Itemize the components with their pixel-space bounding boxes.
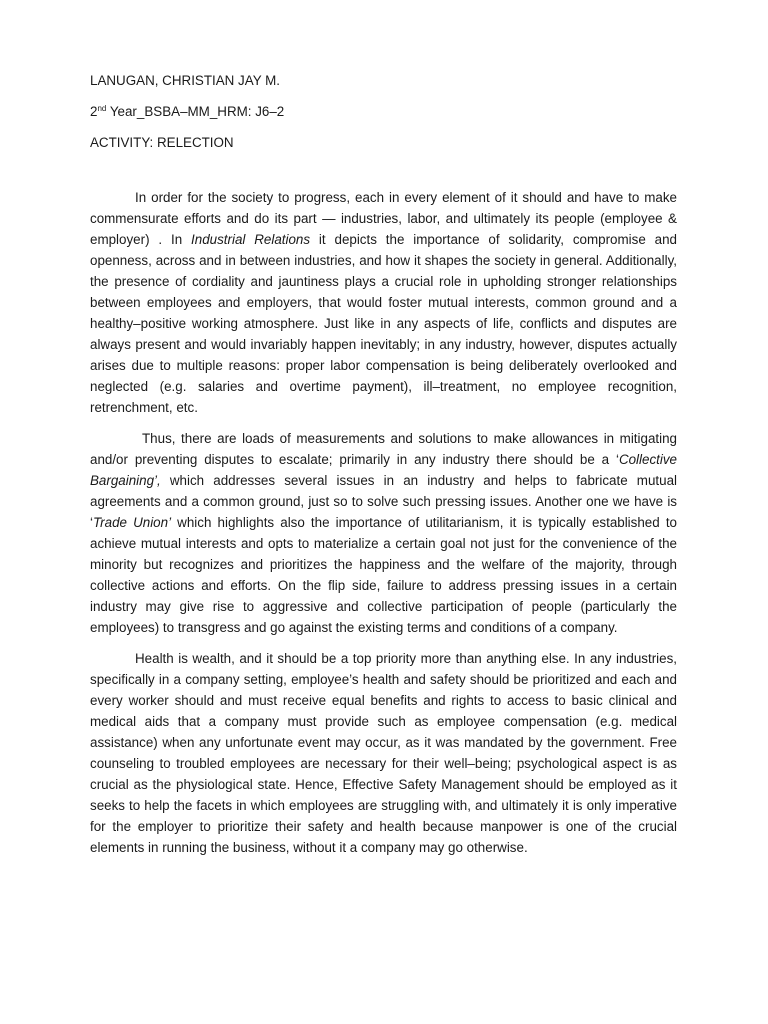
year-number: 2	[90, 104, 98, 119]
paragraph-text: it depicts the importance of solidarity, compromise and openness, across and in between industries, and how it shapes the society in general. Additionally, the presence of cordiality and jauntiness plays a crucial role in upholding stronger relationships between employees and employers, that would foster mutual interests, common ground and a healthy–positive working atmosphere. Just like in any aspects of life, conflicts and disputes are always present and would invariably happen inevitably; in any industry, however, disputes actually arises due to multiple reasons: proper labor compensation is being deliberately overlooked and neglected (e.g. salaries and overtime payment), ill–treatment, no employee recognition, retrenchment, etc.	[90, 232, 677, 415]
paragraph-1	[90, 187, 677, 418]
course-section: Year_BSBA–MM_HRM: J6–2	[106, 104, 285, 119]
paragraph-text: Health is wealth, and it should be a top priority more than anything else. In any industries, specifically in a company setting, employee’s health and safety should be prioritized and each and every worker should and must receive equal benefits and rights to access to basic clinical and medical aids that a company must provide such as employee compensation (e.g. medical assistance) when any unfortunate event may occur, as it was mandated by the government. Free counseling to troubled employees are necessary for their well–being; psychological aspect is as crucial as the physiological state. Hence, Effective Safety Management should be employed as it seeks to help the facets in which employees are struggling with, and ultimately it is only imperative for the employer to prioritize their safety and health because manpower is one of the crucial elements in running the business, without it a company may go otherwise.	[90, 651, 677, 855]
course-line	[90, 103, 680, 120]
paragraph-2	[90, 428, 677, 638]
document-header	[90, 72, 680, 165]
paragraph-text: In order for the society to progress, each in every element of it should and have to make commensurate efforts and do its part — industries, labor, and ultimately its people (employee & employer) . In	[90, 190, 677, 247]
student-name: LANUGAN, CHRISTIAN JAY M.	[90, 73, 280, 88]
paragraph-text: Thus, there are loads of measurements and solutions to make allowances in mitigating and/or preventing disputes to escalate; primarily in any industry there should be a ‘	[90, 431, 677, 467]
activity-title: ACTIVITY: RELECTION	[90, 135, 234, 150]
paragraph-3	[90, 648, 677, 858]
italic-term: Trade Union’	[92, 515, 172, 530]
italic-term: Industrial Relations	[191, 232, 311, 247]
italic-term: Collective Bargaining’,	[90, 452, 677, 488]
paragraph-text: which addresses several issues in an industry and helps to fabricate mutual agreements and a common ground, just so to solve such pressing issues. Another one we have is ‘	[90, 473, 677, 530]
year-suffix: nd	[97, 104, 107, 113]
paragraph-text: which highlights also the importance of utilitarianism, it is typically established to achieve mutual interests and opts to materialize a certain goal not just for the convenience of the minority but recognizes and prioritizes the happiness and the welfare of the majority, through collective actions and efforts. On the flip side, failure to address pressing issues in a certain industry may give rise to aggressive and collective participation of people (particularly the employees) to transgress and go against the existing terms and conditions of a company.	[90, 515, 677, 635]
document-body	[90, 187, 677, 868]
